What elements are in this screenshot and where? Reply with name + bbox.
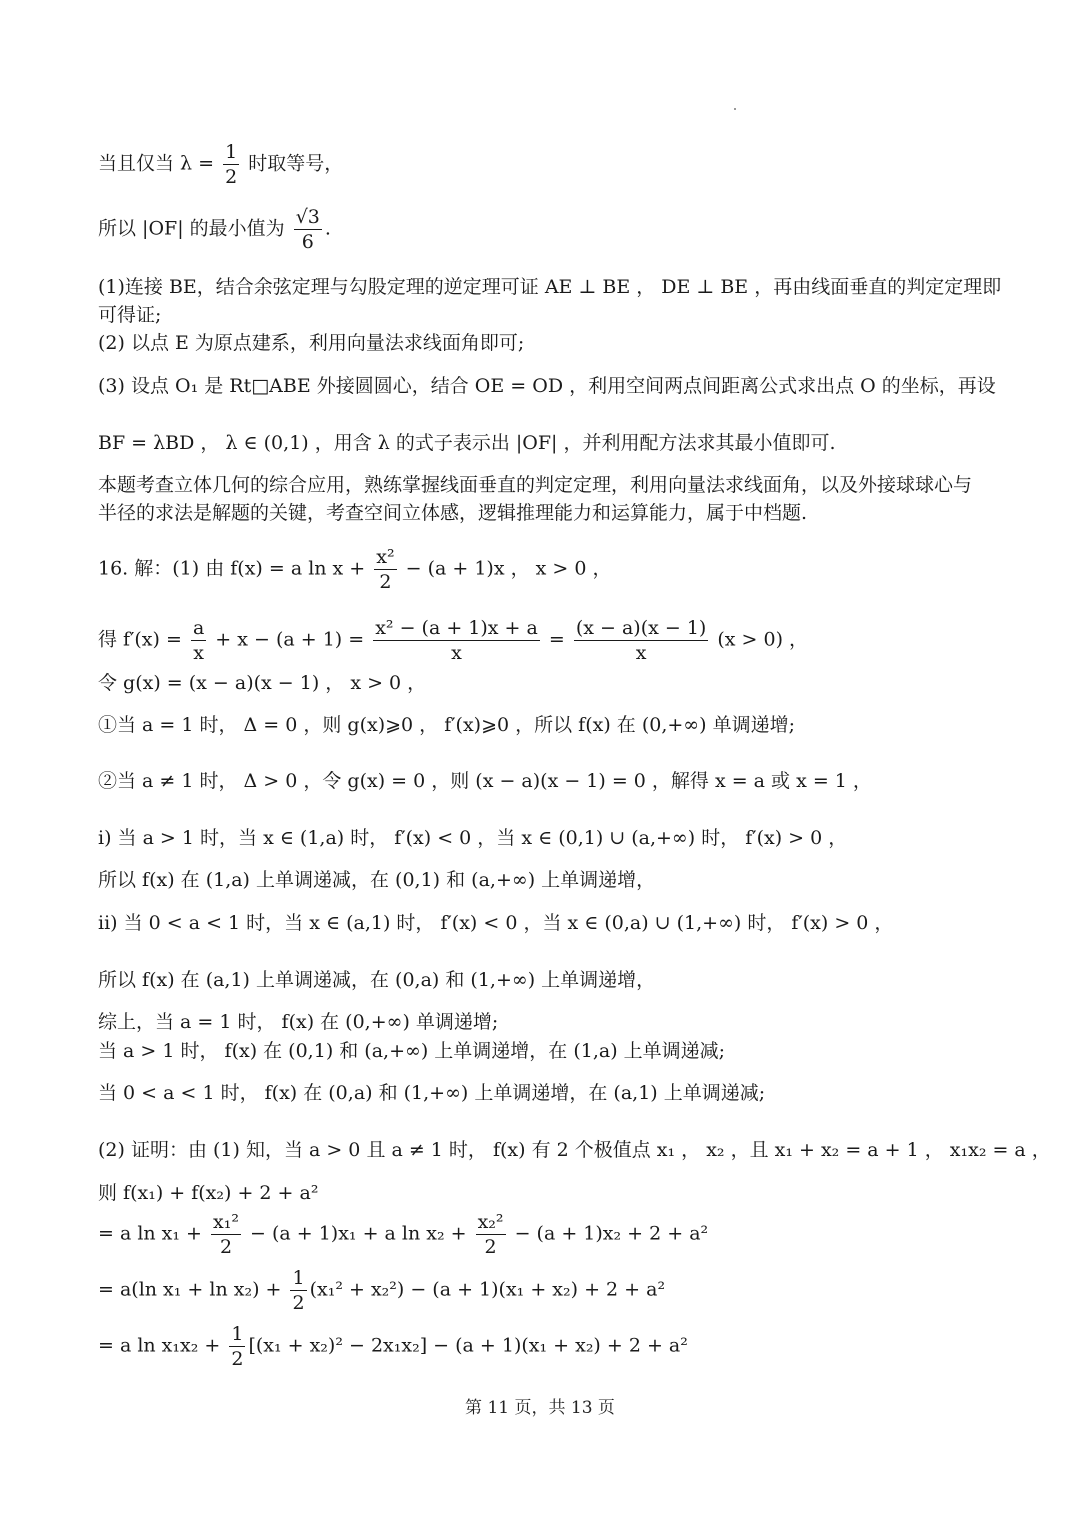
- numerator: x²: [376, 546, 395, 568]
- expansion-line-3: [98, 1322, 1020, 1371]
- denominator: 2: [231, 1348, 244, 1370]
- fraction: [223, 140, 239, 189]
- text: 16. 解：(1) 由 f(x) = a ln x +: [98, 557, 372, 580]
- denominator: 6: [301, 231, 314, 253]
- numerator: x² − (a + 1)x + a: [375, 617, 538, 639]
- denominator: x: [635, 642, 647, 664]
- conclusion-3: 当 0 < a < 1 时， f(x) 在 (0,a) 和 (1,+∞) 上单调递增，在 (a,1) 上单调递减;: [98, 1082, 766, 1104]
- denominator: x: [451, 642, 462, 664]
- fraction: [229, 1322, 245, 1371]
- expansion-line-2: [98, 1266, 1020, 1315]
- subcase-i-result: 所以 f(x) 在 (1,a) 上单调递减，在 (0,1) 和 (a,+∞) 上单调递增，: [98, 869, 656, 891]
- text: = a(ln x₁ + ln x₂) +: [98, 1278, 288, 1301]
- part-2-proof: (2) 证明：由 (1) 知，当 a > 0 且 a ≠ 1 时， f(x) 有 2 个极值点 x₁ ， x₂ ，且 x₁ + x₂ = a + 1 ， x₁x₂ = a ，: [98, 1139, 1051, 1161]
- analysis-line-4: (3) 设点 O₁ 是 Rt□ABE 外接圆圆心，结合 OE = OD ，利用空间两点间距离公式求出点 O 的坐标，再设: [98, 375, 996, 397]
- numerator: x₂²: [477, 1211, 504, 1233]
- text: + x − (a + 1) =: [209, 628, 371, 651]
- numerator: 1: [231, 1323, 244, 1345]
- text: = a ln x₁ +: [98, 1222, 209, 1245]
- scan-speck: [734, 108, 736, 110]
- numerator: √3: [295, 206, 320, 228]
- problem-16-start: [98, 545, 1020, 594]
- text: − (a + 1)x₂ + 2 + a²: [508, 1222, 709, 1245]
- numerator: (x − a)(x − 1): [575, 617, 707, 639]
- fraction: [211, 1210, 241, 1259]
- derivative-line: [98, 616, 1020, 665]
- conclusion-1: 综上，当 a = 1 时， f(x) 在 (0,+∞) 单调递增;: [98, 1011, 499, 1033]
- subcase-ii: ii) 当 0 < a < 1 时，当 x ∈ (a,1) 时， f′(x) < 0 ，当 x ∈ (0,a) ∪ (1,+∞) 时， f′(x) > 0 ，: [98, 912, 894, 934]
- text: [(x₁ + x₂)² − 2x₁x₂] − (a + 1)(x₁ + x₂) + 2 + a²: [248, 1334, 688, 1357]
- text: =: [542, 628, 571, 651]
- fraction: [476, 1210, 506, 1259]
- summary-line-2: 半径的求法是解题的关键，考查空间立体感，逻辑推理能力和运算能力，属于中档题.: [98, 502, 808, 524]
- text: (x > 0) ，: [711, 628, 809, 651]
- text: − (a + 1)x₁ + a ln x₂ +: [243, 1222, 473, 1245]
- text: 得 f′(x) =: [98, 628, 188, 651]
- numerator: a: [192, 617, 205, 639]
- text: − (a + 1)x ， x > 0 ，: [399, 557, 612, 580]
- fraction: [191, 616, 206, 665]
- text: = a ln x₁x₂ +: [98, 1334, 227, 1357]
- text: 所以 |OF| 的最小值为: [98, 217, 291, 240]
- analysis-line-1: (1)连接 BE，结合余弦定理与勾股定理的逆定理可证 AE ⊥ BE ， DE ⊥ BE ，再由线面垂直的判定定理即: [98, 276, 1002, 298]
- line-equality-condition: [98, 140, 1020, 189]
- denominator: x: [193, 642, 204, 664]
- text: (x₁² + x₂²) − (a + 1)(x₁ + x₂) + 2 + a²: [309, 1278, 666, 1301]
- denominator: 2: [292, 1292, 305, 1314]
- line-min-value: [98, 205, 1020, 254]
- analysis-line-2: 可得证;: [98, 304, 162, 326]
- case-2: ②当 a ≠ 1 时， Δ > 0 ，令 g(x) = 0 ，则 (x − a)(x − 1) = 0 ，解得 x = a 或 x = 1 ，: [98, 770, 872, 792]
- text: 当且仅当 λ =: [98, 152, 221, 175]
- text: .: [324, 217, 331, 240]
- g-definition: 令 g(x) = (x − a)(x − 1) ， x > 0 ，: [98, 672, 427, 694]
- numerator: 1: [292, 1267, 305, 1289]
- expansion-line-1: [98, 1210, 1020, 1259]
- subcase-i: i) 当 a > 1 时，当 x ∈ (1,a) 时， f′(x) < 0 ，当 x ∈ (0,1) ∪ (a,+∞) 时， f′(x) > 0 ，: [98, 827, 848, 849]
- case-1: ①当 a = 1 时， Δ = 0 ，则 g(x)⩾0 ， f′(x)⩾0 ，所以 f(x) 在 (0,+∞) 单调递增;: [98, 714, 795, 736]
- fraction: [290, 1266, 306, 1315]
- numerator: 1: [225, 141, 238, 163]
- denominator: 2: [484, 1236, 497, 1258]
- denominator: 2: [219, 1236, 233, 1258]
- fraction: [294, 205, 322, 254]
- text: 时取等号，: [242, 152, 344, 175]
- analysis-line-3: (2) 以点 E 为原点建系，利用向量法求线面角即可;: [98, 332, 525, 354]
- fraction: [574, 616, 709, 665]
- summary-line-1: 本题考查立体几何的综合应用，熟练掌握线面垂直的判定定理，利用向量法求线面角，以及外接球球心与: [98, 474, 973, 496]
- denominator: 2: [379, 571, 392, 593]
- conclusion-2: 当 a > 1 时， f(x) 在 (0,1) 和 (a,+∞) 上单调递增，在 (1,a) 上单调递减;: [98, 1040, 726, 1062]
- fraction: [374, 545, 396, 594]
- numerator: x₁²: [213, 1211, 239, 1233]
- analysis-line-5: BF = λBD ， λ ∈ (0,1) ，用含 λ 的式子表示出 |OF| ，并利用配方法求其最小值即可.: [98, 432, 836, 454]
- sum-expression: 则 f(x₁) + f(x₂) + 2 + a²: [98, 1182, 319, 1204]
- page-footer: 第 11 页，共 13 页: [465, 1398, 615, 1418]
- denominator: 2: [225, 166, 238, 188]
- subcase-ii-result: 所以 f(x) 在 (a,1) 上单调递减，在 (0,a) 和 (1,+∞) 上单调递增，: [98, 969, 656, 991]
- fraction: [373, 616, 540, 665]
